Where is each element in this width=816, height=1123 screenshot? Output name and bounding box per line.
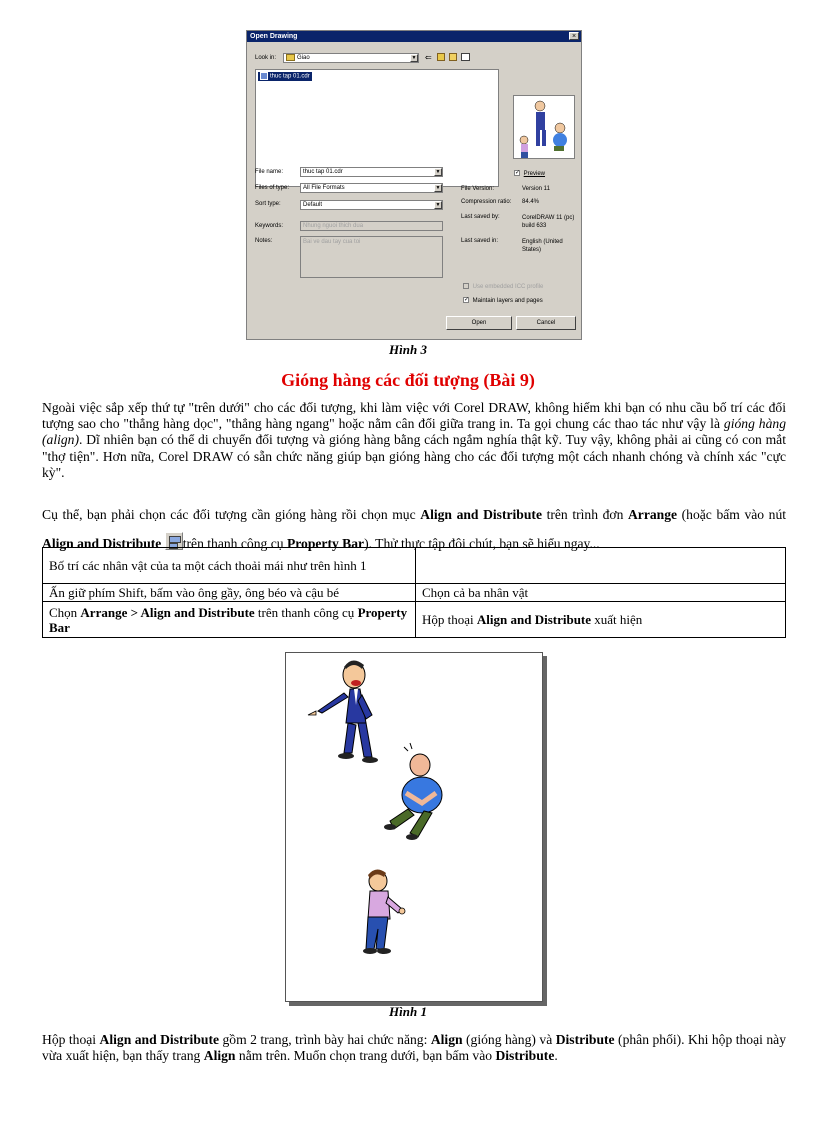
table-cell: Hộp thoại Align and Distribute xuất hiện (416, 602, 786, 638)
figure-1-characters (285, 652, 543, 1002)
figure-caption-3: Hình 3 (389, 342, 427, 357)
characters-illustration (286, 653, 542, 1001)
table-row (43, 602, 786, 638)
fat-man (384, 743, 442, 840)
table-cell: Bố trí các nhân vật của ta một cách thoải mái như trên hình 1 (43, 548, 416, 584)
back-icon[interactable]: ⇐ (425, 53, 432, 62)
maintain-layers-checkbox[interactable]: ✓ Maintain layers and pages (464, 297, 543, 304)
chevron-down-icon: ▼ (435, 169, 441, 175)
boy (363, 869, 405, 954)
preview-figures (514, 96, 575, 159)
check-icon: ✓ (464, 297, 470, 303)
last-saved-in-label: Last saved in: (461, 238, 499, 244)
last-saved-by-label: Last saved by: (461, 214, 500, 220)
dialog-title: Open Drawing (247, 31, 581, 42)
use-embedded-icc-checkbox[interactable]: Use embedded ICC profile (463, 283, 543, 290)
file-item[interactable]: thuc tap 01.cdr (258, 72, 312, 81)
sort-type-label: Sort type: (255, 201, 281, 207)
table-cell: Ấn giữ phím Shift, bấm vào ông gầy, ông béo và cậu bé (43, 584, 416, 602)
table-row (43, 548, 786, 584)
keywords-label: Keywords: (255, 223, 284, 229)
thin-man (308, 660, 378, 763)
cancel-button[interactable]: Cancel (516, 316, 576, 330)
new-folder-icon[interactable] (449, 53, 457, 61)
preview-image (513, 95, 575, 159)
view-menu-icon[interactable] (461, 53, 470, 61)
notes-field[interactable]: Bai ve dau tay cua toi (300, 236, 443, 278)
files-of-type-label: Files of type: (255, 185, 290, 191)
look-in-select[interactable]: Giao ▼ (283, 53, 419, 63)
table-cell: Chọn cả ba nhân vật (416, 584, 786, 602)
sort-type-select[interactable]: Default ▼ (300, 200, 443, 210)
last-saved-in-value: English (United States) (522, 239, 563, 253)
folder-icon (286, 54, 295, 61)
preview-checkbox[interactable]: ✓ Preview (515, 170, 546, 177)
table-cell: Chọn Arrange > Align and Distribute trên thanh công cụ Property Bar (43, 602, 416, 638)
compression-label: Compression ratio: (461, 199, 512, 205)
table-cell (416, 548, 786, 584)
file-version-value: Version 11 (522, 186, 550, 192)
chevron-down-icon: ▼ (411, 55, 417, 61)
look-in-label: Look in: (255, 55, 277, 61)
chevron-down-icon: ▼ (435, 185, 441, 191)
paragraph-instructions: Cụ thể, bạn phải chọn các đối tượng cần gióng hàng rồi chọn mục Align and Distribute trên trình đơn Arrange (hoặc bấm vào nút Align and Distribute trên thanh công cụ Property Bar). Thử thực tập đôi chút, bạn sẽ hiểu ngay... (42, 507, 787, 551)
steps-table (42, 547, 786, 638)
keywords-field[interactable]: Nhung nguoi thich dua (300, 221, 443, 231)
compression-value: 84.4% (522, 199, 540, 205)
up-folder-icon[interactable] (437, 53, 445, 61)
cdr-file-icon (260, 72, 268, 80)
last-saved-by-value: CorelDRAW 11 (pc) build 633 (522, 215, 575, 229)
figure-caption-1: Hình 1 (389, 1004, 427, 1019)
section-heading: Gióng hàng các đối tượng (Bài 9) (281, 370, 535, 390)
file-name-label: File name: (255, 169, 284, 175)
open-drawing-dialog (246, 30, 582, 340)
close-button[interactable]: × (569, 32, 579, 40)
check-icon: ✓ (515, 170, 521, 176)
table-row (43, 584, 786, 602)
paragraph-dialog-description: Hộp thoại Align and Distribute gồm 2 trang, trình bày hai chức năng: Align (gióng hàng) và Distribute (phân phối). Khi hộp thoại này vừa xuất hiện, bạn thấy trang Align nằm trên. Muốn chọn trang dưới, bạn bấm vào Distribute. (42, 1032, 787, 1064)
paragraph-intro: Ngoài việc sắp xếp thứ tự "trên dưới" cho các đối tượng, khi làm việc với Corel DRAW, không hiếm khi bạn có nhu cầu bố trí các đối tượng sao cho "thẳng hàng dọc", "thẳng hàng ngang" hoặc nằm cân đối giữa trang in. Ta gọi chung các thao tác như vậy là gióng hàng (align). Dĩ nhiên bạn có thể di chuyển đối tượng và gióng hàng bằng cách ngắm nghía thật kỹ. Tuy vậy, không phải ai cũng có con mắt "thợ tiện". Hơn nữa, Corel DRAW có sẵn chức năng giúp bạn gióng hàng cho các đối tượng một cách nhanh chóng và chính xác "cực kỳ". (42, 400, 786, 480)
notes-label: Notes: (255, 238, 273, 244)
files-of-type-select[interactable]: All File Formats ▼ (300, 183, 443, 193)
file-version-label: File Version: (461, 186, 495, 192)
chevron-down-icon: ▼ (435, 202, 441, 208)
open-button[interactable]: Open (446, 316, 512, 330)
file-name-input[interactable]: thuc tap 01.cdr ▼ (300, 167, 443, 177)
